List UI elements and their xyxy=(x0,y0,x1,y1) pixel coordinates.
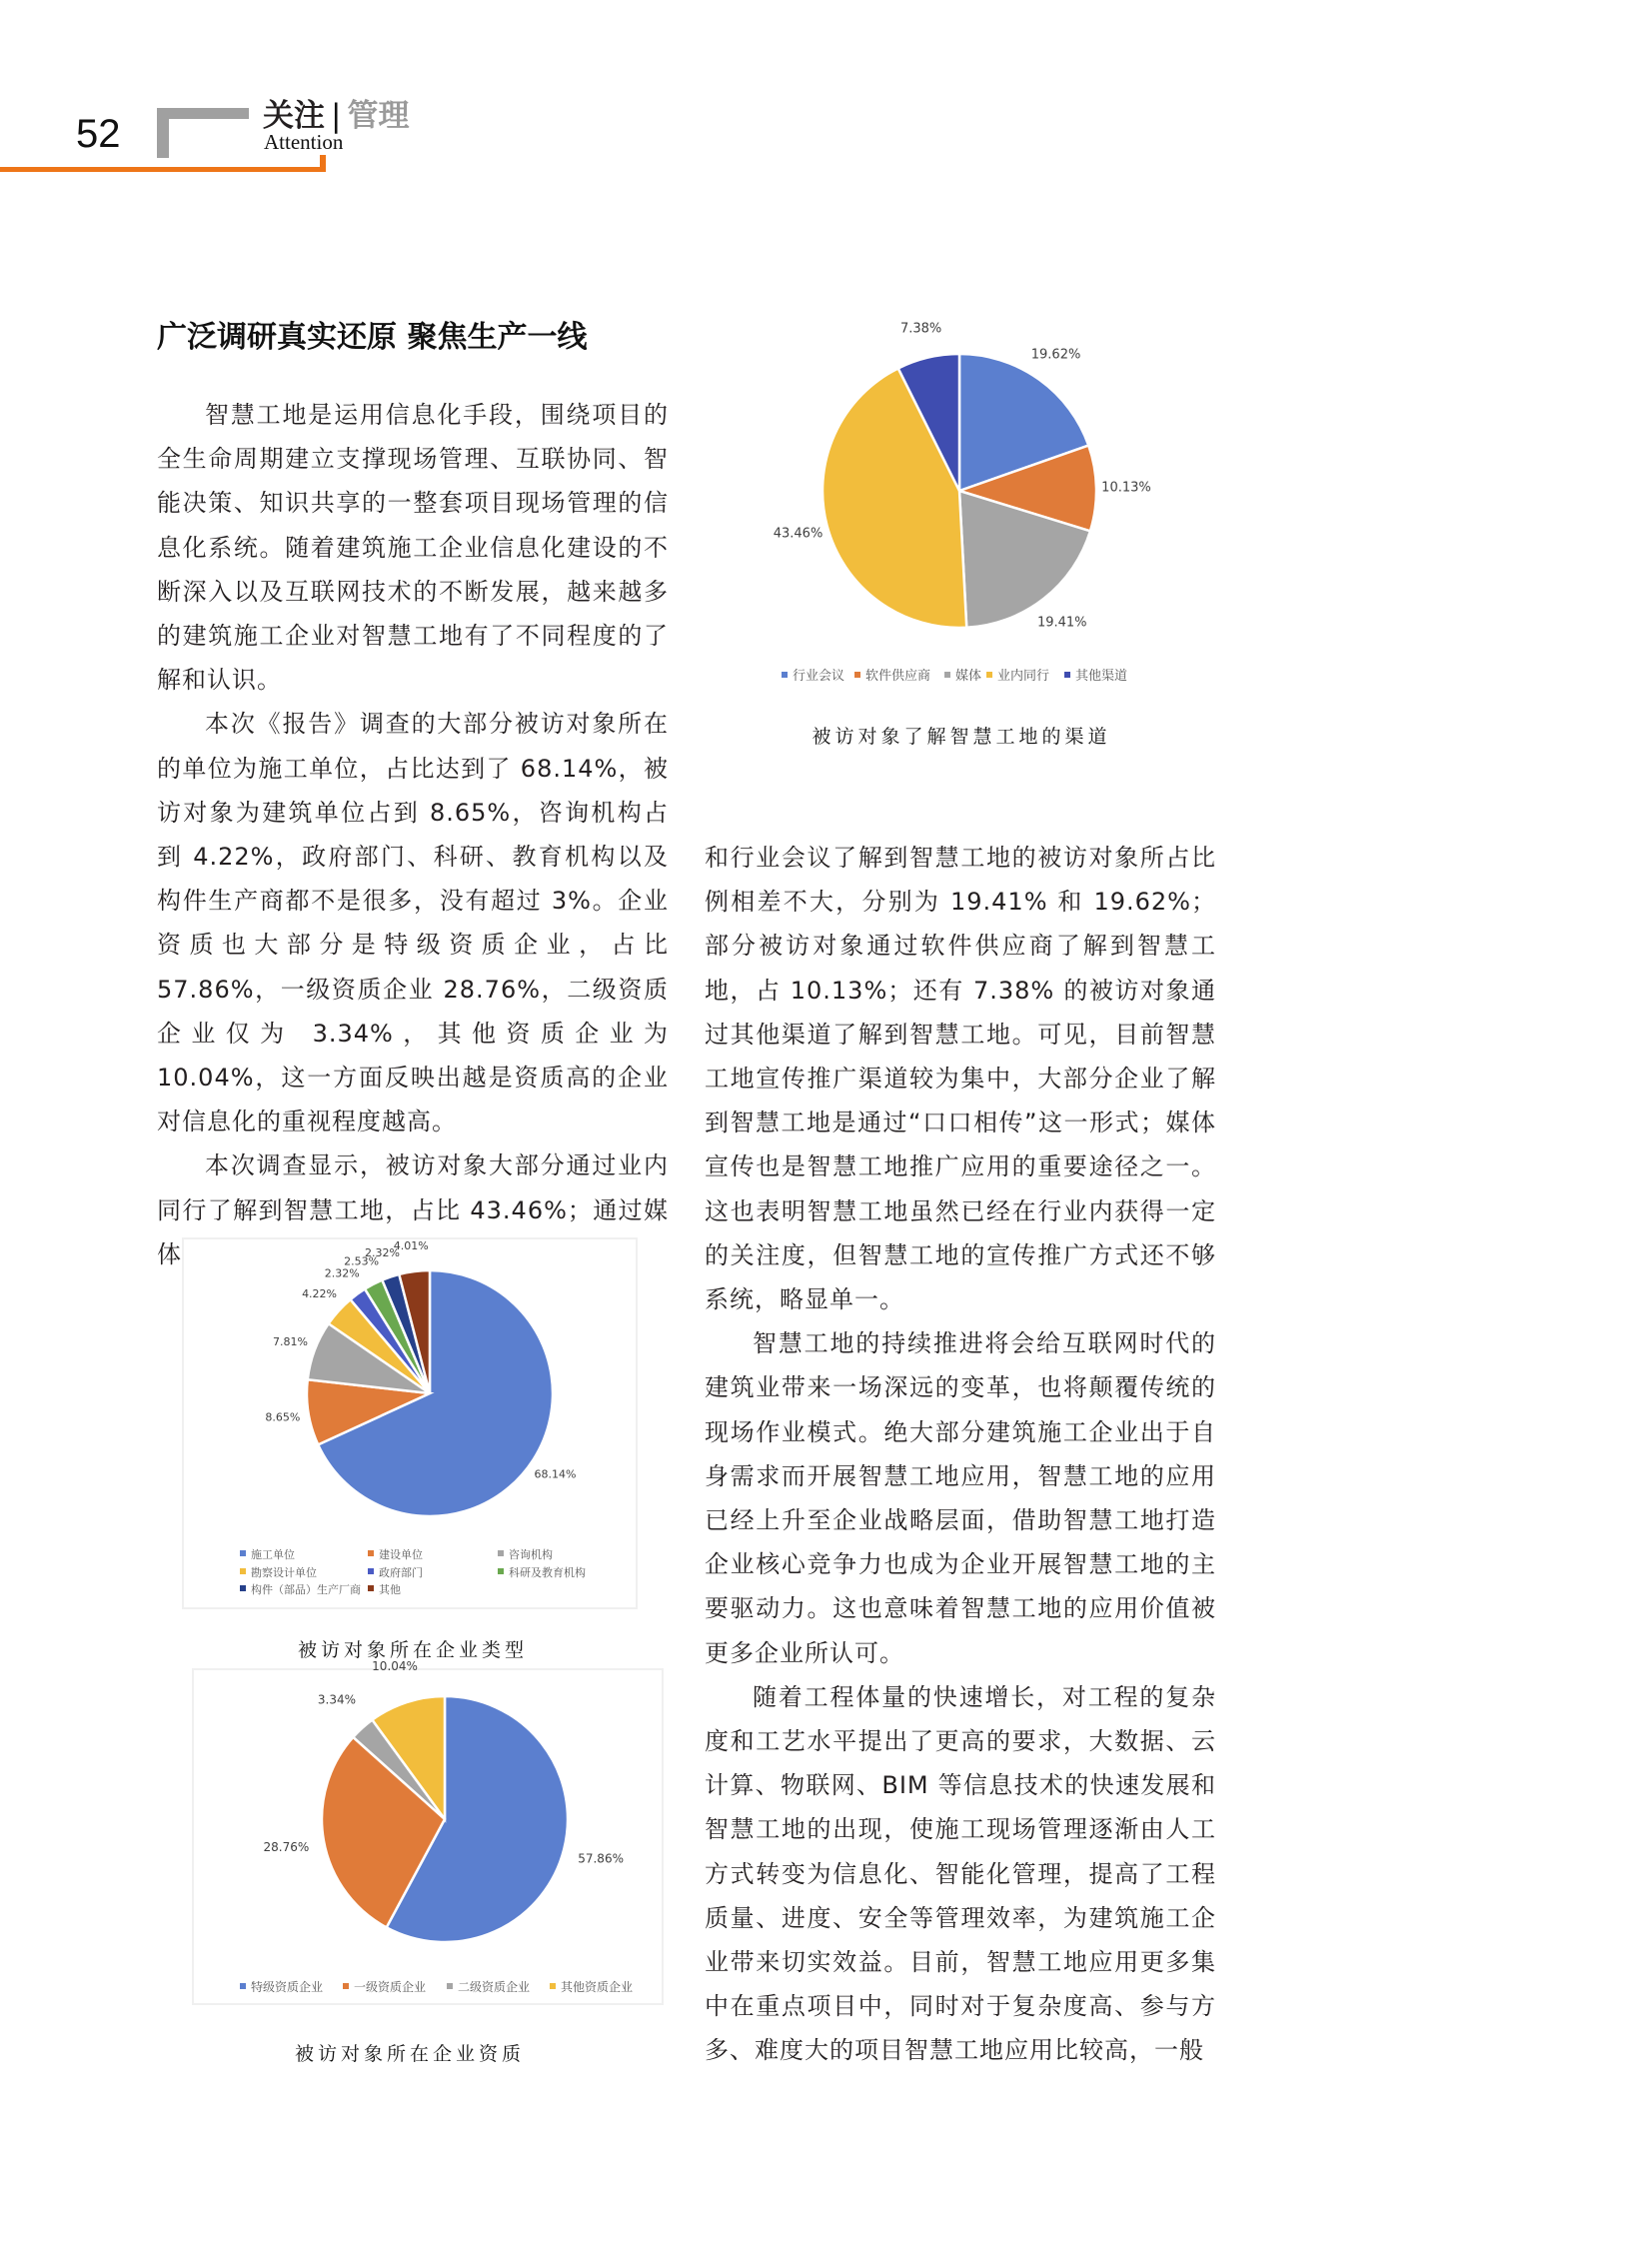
legend-label: 建设单位 xyxy=(379,1548,423,1561)
header-rule-tick xyxy=(320,155,326,172)
legend-label: 二级资质企业 xyxy=(458,1980,531,1994)
legend-label: 媒体 xyxy=(955,669,982,684)
paragraph: 本次调查显示，被访对象大部分通过业内同行了解到智慧工地，占比 43.46%；通过媒体 xyxy=(157,1151,669,1268)
legend-label: 业内同行 xyxy=(997,669,1050,684)
paragraph: 智慧工地是运用信息化手段，围绕项目的全生命周期建立支撑现场管理、互联协同、智能决策、知识共享的一整套项目现场管理的信息化系统。随着建筑施工企业信息化建设的不断深入以及互联网技术的不断发展，越来越多的建筑施工企业对智慧工地有了不同程度的了解和认识。 xyxy=(157,401,669,695)
legend-label: 构件（部品）生产厂商 xyxy=(251,1583,361,1596)
legend-swatch xyxy=(498,1550,504,1556)
pie-data-label: 10.13% xyxy=(1101,480,1151,496)
pie-data-label: 19.62% xyxy=(1030,347,1081,363)
legend-swatch xyxy=(1064,672,1070,678)
pie-data-label: 2.32% xyxy=(324,1266,360,1280)
subsection-label: 管理 xyxy=(347,98,410,134)
section-separator: | xyxy=(331,98,342,134)
legend-swatch xyxy=(782,672,788,678)
pie-data-label: 3.34% xyxy=(317,1692,357,1707)
pie-data-label: 57.86% xyxy=(578,1851,624,1866)
pie-data-label: 8.65% xyxy=(265,1410,301,1424)
legend-label: 咨询机构 xyxy=(509,1548,553,1561)
legend-label: 其他 xyxy=(379,1583,401,1596)
pie-data-label: 43.46% xyxy=(773,526,824,542)
enterprise-type-pie-chart xyxy=(170,1225,650,1615)
paragraph: 本次《报告》调查的大部分被访对象所在的单位为施工单位，占比达到了 68.14%，被访对象为建筑单位占到 8.65%，咨询机构占到 4.22%，政府部门、科研、教育机构以及构件生产商都不是很多，没有超过 3%。企业资质也大部分是特级资质企业，占比 57.86%，一级资质企业 28.76%，二级资质企业仅为 3.34%，其他资质企业为 10.04%，这一方面反映出越是资质高的企业对信息化的重视程度越高。 xyxy=(157,710,669,1136)
legend-label: 特级资质企业 xyxy=(251,1980,324,1994)
legend-swatch xyxy=(368,1585,374,1591)
chart-caption: 被访对象所在企业资质 xyxy=(294,2043,526,2065)
legend-label: 其他资质企业 xyxy=(561,1980,634,1994)
chart-caption: 被访对象了解智慧工地的渠道 xyxy=(812,726,1111,748)
legend-swatch xyxy=(550,1983,556,1989)
legend-swatch xyxy=(986,672,992,678)
legend-swatch xyxy=(498,1568,504,1574)
article-heading: 广泛调研真实还原 聚焦生产一线 xyxy=(157,320,588,355)
legend-label: 软件供应商 xyxy=(865,669,931,684)
legend-label: 其他渠道 xyxy=(1075,669,1128,684)
legend-label: 政府部门 xyxy=(379,1566,423,1579)
legend-swatch xyxy=(944,672,950,678)
legend-swatch xyxy=(447,1983,453,1989)
pie-data-label: 10.04% xyxy=(372,1659,418,1673)
section-label: 关注 xyxy=(263,98,325,134)
legend-label: 勘察设计单位 xyxy=(251,1566,317,1579)
chart-caption: 被访对象所在企业类型 xyxy=(297,1639,529,1661)
pie-data-label: 2.53% xyxy=(344,1254,380,1268)
legend-swatch xyxy=(343,1983,349,1989)
pie-data-label: 28.76% xyxy=(263,1839,310,1854)
pie-data-label: 19.41% xyxy=(1036,615,1087,631)
legend-label: 施工单位 xyxy=(251,1548,295,1561)
paragraph: 随着工程体量的快速增长，对工程的复杂度和工艺水平提出了更高的要求，大数据、云计算、物联网、BIM 等信息技术的快速发展和智慧工地的出现，使施工现场管理逐渐由人工方式转变为信息化、智能化管理，提高了工程质量、进度、安全等管理效率，为建筑施工企业带来切实效益。目前，智慧工地应用更多集中在重点项目中，同时对于复杂度高、参与方多、难度大的项目智慧工地应用比较高，一般 xyxy=(705,1682,1216,2065)
page-number: 52 xyxy=(76,112,121,156)
section-title xyxy=(263,90,409,135)
legend-swatch xyxy=(240,1550,246,1556)
section-english-label: Attention xyxy=(264,130,344,154)
right-column xyxy=(705,836,1216,2075)
pie-data-label: 4.01% xyxy=(393,1239,429,1253)
header-rule xyxy=(0,167,326,172)
legend-label: 行业会议 xyxy=(793,669,845,684)
legend-label: 科研及教育机构 xyxy=(509,1566,586,1579)
paragraph: 智慧工地的持续推进将会给互联网时代的建筑业带来一场深远的变革，也将颠覆传统的现场作业模式。绝大部分建筑施工企业出于自身需求而开展智慧工地应用，智慧工地的应用已经上升至企业战略层面，借助智慧工地打造企业核心竞争力也成为企业开展智慧工地的主要驱动力。这也意味着智慧工地的应用价值被更多企业所认可。 xyxy=(705,1329,1216,1667)
paragraph-continuation: 和行业会议了解到智慧工地的被访对象所占比例相差不大，分别为 19.41% 和 19.62%；部分被访对象通过软件供应商了解到智慧工地，占 10.13%；还有 7.38% 的被访对象通过其他渠道了解到智慧工地。可见，目前智慧工地宣传推广渠道较为集中，大部分企业了解到智慧工地是通过“口口相传”这一形式；媒体宣传也是智慧工地推广应用的重要途径之一。这也表明智慧工地虽然已经在行业内获得一定的关注度，但智慧工地的宣传推广方式还不够系统，略显单一。 xyxy=(705,844,1216,1314)
header-bracket-decoration-top xyxy=(157,108,249,119)
pie-data-label: 2.32% xyxy=(364,1245,400,1259)
legend-swatch xyxy=(854,672,860,678)
pie-data-label: 68.14% xyxy=(534,1467,577,1481)
left-column xyxy=(157,393,669,1276)
legend-swatch xyxy=(240,1585,246,1591)
pie-data-label: 4.22% xyxy=(302,1286,338,1300)
pie-data-label: 7.38% xyxy=(899,321,942,337)
legend-swatch xyxy=(368,1550,374,1556)
legend-swatch xyxy=(240,1983,246,1989)
enterprise-qualification-pie-chart xyxy=(170,1659,670,2019)
channel-pie-chart xyxy=(712,313,1211,703)
legend-swatch xyxy=(368,1568,374,1574)
legend-label: 一级资质企业 xyxy=(354,1980,427,1994)
legend-swatch xyxy=(240,1568,246,1574)
pie-data-label: 7.81% xyxy=(272,1334,308,1348)
